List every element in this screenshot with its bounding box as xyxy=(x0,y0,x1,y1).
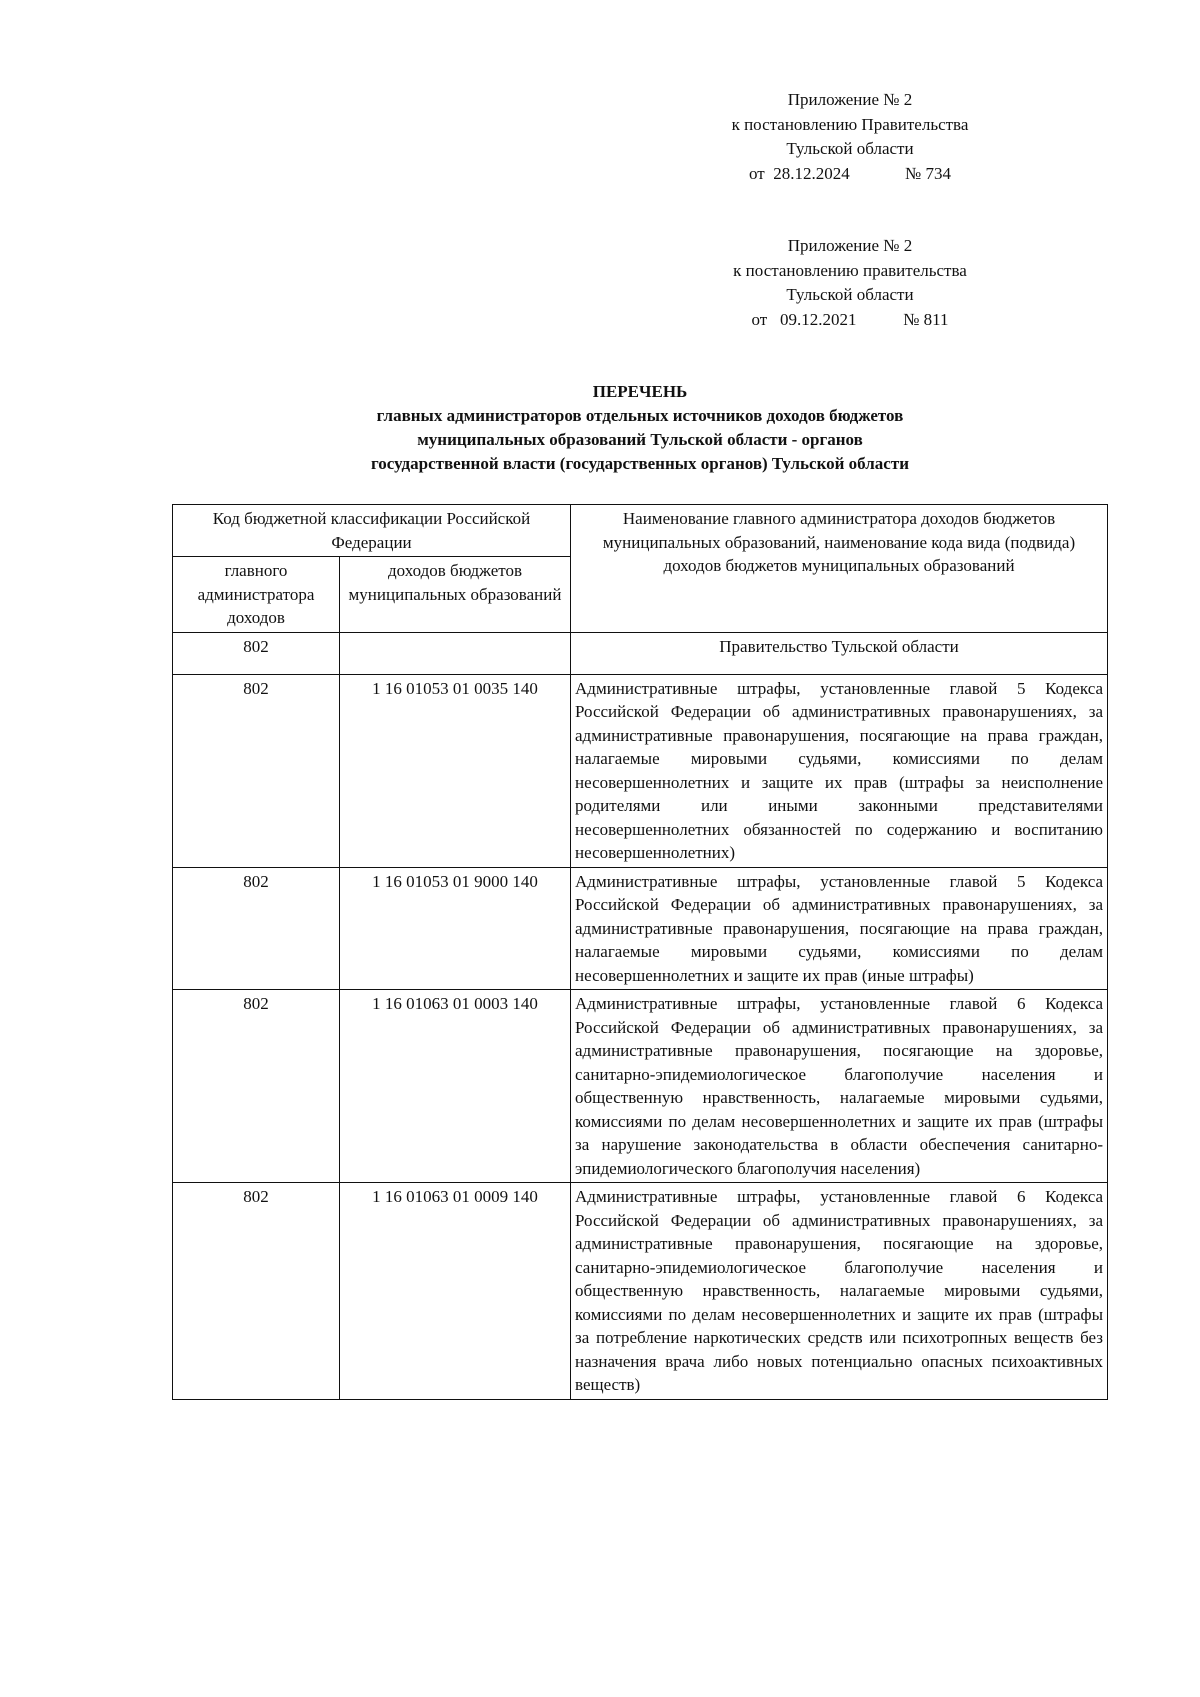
admin-code-cell: 802 xyxy=(173,632,340,674)
admin-code-cell: 802 xyxy=(173,867,340,990)
title-line-3: государственной власти (государственных органов) Тульской области xyxy=(371,454,909,473)
table-row xyxy=(173,867,1108,990)
appendix-current xyxy=(690,88,1010,186)
name-cell: Административные штрафы, установленные главой 5 Кодекса Российской Федерации об административных правонарушениях, за административные правонарушения, посягающие на права граждан, налагаемые мировыми судьями, комиссиями по делам несовершеннолетних и защите их прав (иные штрафы) xyxy=(571,867,1108,990)
appendix-previous xyxy=(690,234,1010,332)
header-budget-code: Код бюджетной классификации Российской Федерации xyxy=(173,505,571,557)
table-row xyxy=(173,674,1108,867)
administrators-table xyxy=(172,504,1108,1400)
income-code-cell: 1 16 01053 01 9000 140 xyxy=(340,867,571,990)
admin-code-cell: 802 xyxy=(173,1183,340,1400)
income-code-cell: 1 16 01063 01 0003 140 xyxy=(340,990,571,1183)
header-admin-code: главного администратора доходов xyxy=(173,557,340,633)
header-income-code: доходов бюджетов муниципальных образований xyxy=(340,557,571,633)
income-code-cell: 1 16 01063 01 0009 140 xyxy=(340,1183,571,1400)
appendix-previous-number: № 811 xyxy=(903,309,949,329)
document-title xyxy=(170,380,1110,476)
title-line-2: муниципальных образований Тульской области - органов xyxy=(417,430,863,449)
income-code-cell: 1 16 01053 01 0035 140 xyxy=(340,674,571,867)
date-prefix: от xyxy=(749,163,765,183)
name-cell: Административные штрафы, установленные главой 6 Кодекса Российской Федерации об административных правонарушениях, за административные правонарушения, посягающие на здоровье, санитарно-эпидемиологическое благополучие населения и общественную нравственность, налагаемые мировыми судьями, комиссиями по делам несовершеннолетних и защите их прав (штрафы за нарушение законодательства в области обеспечения санитарно-эпидемиологического благополучия населения) xyxy=(571,990,1108,1183)
admin-code-cell: 802 xyxy=(173,674,340,867)
admin-code-cell: 802 xyxy=(173,990,340,1183)
header-name: Наименование главного администратора доходов бюджетов муниципальных образований, наименование кода вида (подвида) доходов бюджетов муниципальных образований xyxy=(571,505,1108,633)
appendix-previous-line2: к постановлению правительства xyxy=(733,260,967,280)
appendix-current-dateline xyxy=(690,162,1010,187)
appendix-previous-dateline xyxy=(690,308,1010,333)
appendix-current-number: № 734 xyxy=(904,163,951,183)
appendix-current-line3: Тульской области xyxy=(786,139,914,158)
table-row xyxy=(173,990,1108,1183)
appendix-current-line2: к постановлению Правительства xyxy=(731,114,969,134)
table-row xyxy=(173,632,1108,674)
appendix-previous-date: 09.12.2021 xyxy=(779,309,857,329)
table-header-row-1 xyxy=(173,505,1108,557)
appendix-current-date: 28.12.2024 xyxy=(773,163,850,183)
name-cell: Административные штрафы, установленные главой 6 Кодекса Российской Федерации об административных правонарушениях, за административные правонарушения, посягающие на здоровье, санитарно-эпидемиологическое благополучие населения и общественную нравственность, налагаемые мировыми судьями, комиссиями по делам несовершеннолетних и защите их прав (штрафы за потребление наркотических средств или психотропных веществ без назначения врача либо новых потенциально опасных психоактивных веществ) xyxy=(571,1183,1108,1400)
title-line-1: главных администраторов отдельных источников доходов бюджетов xyxy=(376,406,904,425)
appendix-previous-line3: Тульской области xyxy=(786,285,914,304)
table-row xyxy=(173,1183,1108,1400)
appendix-previous-line1: Приложение № 2 xyxy=(787,236,913,255)
date-prefix: от xyxy=(751,309,768,329)
appendix-current-line1: Приложение № 2 xyxy=(787,90,913,109)
name-cell: Правительство Тульской области xyxy=(571,632,1108,674)
title-heading: ПЕРЕЧЕНЬ xyxy=(592,382,688,401)
name-cell: Административные штрафы, установленные главой 5 Кодекса Российской Федерации об административных правонарушениях, за административные правонарушения, посягающие на права граждан, налагаемые мировыми судьями, комиссиями по делам несовершеннолетних и защите их прав (штрафы за неисполнение родителями или иными законными представителями несовершеннолетних обязанностей по содержанию и воспитанию несовершеннолетних) xyxy=(571,674,1108,867)
income-code-cell xyxy=(340,632,571,674)
